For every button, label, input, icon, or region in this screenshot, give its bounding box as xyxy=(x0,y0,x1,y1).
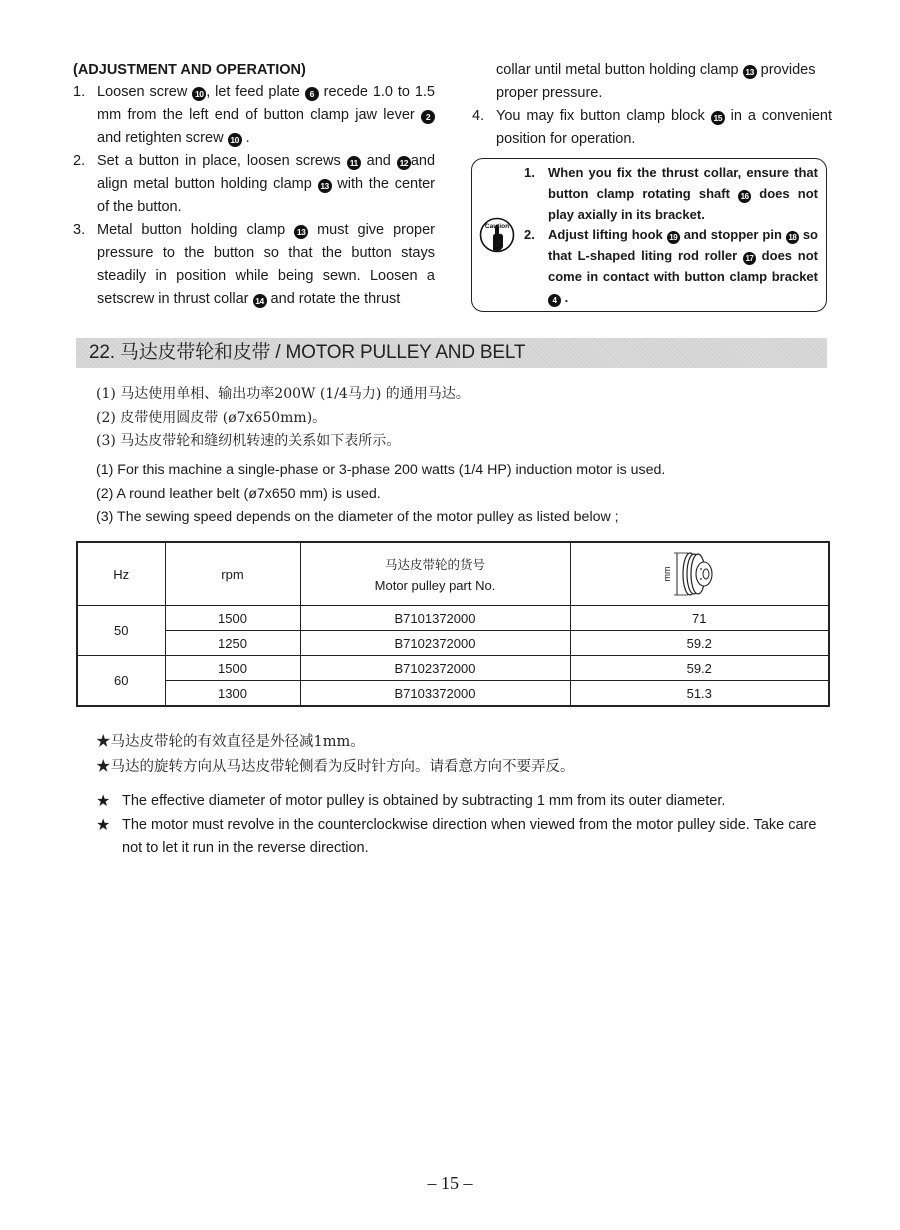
section-header-bar xyxy=(76,338,827,368)
header-diameter xyxy=(570,542,829,606)
step-number: 1. xyxy=(73,84,86,100)
section-title: 22. 马达皮带轮和皮带 / MOTOR PULLEY AND BELT xyxy=(89,342,526,363)
en-spec-line: (3) The sewing speed depends on the diameter of the motor pulley as listed below ; xyxy=(96,509,619,525)
pulley-diameter-icon xyxy=(664,549,734,599)
chinese-spec-list xyxy=(96,383,470,454)
part-number-badge: 13 xyxy=(294,225,308,239)
header-part-no-cn: 马达皮带轮的货号 xyxy=(384,557,485,572)
step-text: recede 1.0 to 1.5 mm from the left end of button clamp jaw lever xyxy=(97,84,435,123)
part-number-badge: 10 xyxy=(192,87,206,101)
caution-text: When you fix the thrust collar, ensure that button clamp rotating shaft xyxy=(548,165,818,201)
step-text: collar until metal button holding clamp xyxy=(496,62,743,78)
step-text: Set a button in place, loosen screws xyxy=(97,153,347,169)
step-text: must give proper pressure to the button so that the button stays steadily in position while being sewn. Loosen a setscrew in thrust collar xyxy=(97,222,435,307)
en-note xyxy=(96,790,836,814)
cn-spec-line: (2) 皮带使用圆皮带 (ø7x650mm)。 xyxy=(96,409,327,426)
cn-note: ★马达的旋转方向从马达皮带轮侧看为反时针方向。请看意方向不要弄反。 xyxy=(96,758,575,775)
table-row xyxy=(77,681,829,707)
caution-text: does not play axially in its bracket. xyxy=(548,185,818,222)
part-number-badge: 11 xyxy=(347,156,361,170)
adjustment-step xyxy=(472,105,832,151)
adjustment-step xyxy=(73,219,435,311)
table-header-row xyxy=(77,542,829,606)
step-text: in a convenient position for operation. xyxy=(496,108,832,147)
chinese-notes xyxy=(96,730,575,779)
cn-note: ★马达皮带轮的有效直径是外径减1mm。 xyxy=(96,734,365,750)
caution-text: does not come in contact with button clamp bracket xyxy=(548,248,818,284)
header-hz: Hz xyxy=(77,542,165,606)
caution-text: Adjust lifting hook xyxy=(548,227,667,243)
step-text: and retighten screw xyxy=(97,130,228,146)
step-text: and xyxy=(360,153,397,169)
cn-spec-line: (1) 马达使用单相、输出功率200W (1/4马力) 的通用马达。 xyxy=(96,386,470,402)
cell-part-no: B7101372000 xyxy=(300,606,570,631)
adjustment-right-column xyxy=(472,59,832,151)
cell-diameter: 59.2 xyxy=(570,631,829,656)
cn-spec-line: (3) 马达皮带轮和缝纫机转速的关系如下表所示。 xyxy=(96,433,401,449)
star-icon: ★ xyxy=(96,793,111,810)
caution-text: so that L-shaped liting rod roller xyxy=(548,227,818,264)
caution-item xyxy=(524,163,818,225)
table-row xyxy=(77,631,829,656)
header-part-no-en: Motor pulley part No. xyxy=(374,578,496,593)
part-number-badge: 16 xyxy=(738,190,751,203)
caution-hand-icon xyxy=(479,217,515,253)
part-number-badge: 18 xyxy=(786,231,799,244)
adjustment-steps xyxy=(73,81,435,311)
en-note xyxy=(96,814,836,861)
english-notes xyxy=(96,790,836,861)
motor-pulley-table xyxy=(76,541,830,707)
caution-box xyxy=(471,158,827,312)
cell-rpm: 1500 xyxy=(165,606,300,631)
adjustment-left-column xyxy=(73,59,435,311)
part-number-badge: 15 xyxy=(711,111,725,125)
part-number-badge: 4 xyxy=(548,294,561,307)
step-text: . xyxy=(241,130,250,146)
step-text: , let feed plate xyxy=(206,84,305,100)
caution-number: 1. xyxy=(524,165,535,180)
cell-hz: 60 xyxy=(77,656,165,707)
caution-list xyxy=(524,163,818,309)
cell-diameter: 71 xyxy=(570,606,829,631)
en-spec-line: (1) For this machine a single-phase or 3-phase 200 watts (1/4 HP) induction motor is used. xyxy=(96,462,666,478)
caution-text: . xyxy=(561,289,569,305)
part-number-badge: 6 xyxy=(305,87,319,101)
step-text: Metal button holding clamp xyxy=(97,222,295,238)
cell-rpm: 1500 xyxy=(165,656,300,681)
en-spec-line: (2) A round leather belt (ø7x650 mm) is used. xyxy=(96,485,381,502)
diameter-unit-label: mm xyxy=(662,566,673,582)
part-number-badge: 12 xyxy=(397,156,411,170)
cell-diameter: 51.3 xyxy=(570,681,829,707)
step-text: with the center of the button. xyxy=(97,176,436,215)
part-number-badge: 19 xyxy=(667,231,680,244)
cell-part-no: B7102372000 xyxy=(300,631,570,656)
step-text: You may fix button clamp block xyxy=(496,108,711,124)
cell-rpm: 1250 xyxy=(165,631,300,656)
part-number-badge: 2 xyxy=(421,110,435,124)
part-number-badge: 10 xyxy=(228,133,242,147)
step-text: Loosen screw xyxy=(97,84,193,100)
adjustment-step xyxy=(73,150,435,219)
step-text: and align metal button holding clamp xyxy=(97,153,436,192)
star-icon: ★ xyxy=(96,816,111,834)
adjustment-step xyxy=(73,81,435,150)
table-row xyxy=(77,606,829,631)
caution-icon-label: Caution xyxy=(484,223,510,230)
part-number-badge: 13 xyxy=(743,65,757,79)
header-part-no xyxy=(300,542,570,606)
step-number: 2. xyxy=(73,153,86,169)
caution-item xyxy=(524,225,818,308)
caution-text: and stopper pin xyxy=(679,227,786,243)
cell-diameter: 59.2 xyxy=(570,656,829,681)
part-number-badge: 13 xyxy=(318,179,332,193)
cell-hz: 50 xyxy=(77,606,165,656)
en-note-text: The effective diameter of motor pulley is obtained by subtracting 1 mm from its outer diameter. xyxy=(122,793,726,809)
cell-part-no: B7103372000 xyxy=(300,681,570,707)
english-spec-list xyxy=(96,459,665,530)
en-note-text: The motor must revolve in the counterclockwise direction when viewed from the motor pulley side. Take care not to let it run in the reverse direction. xyxy=(122,816,817,856)
caution-number: 2. xyxy=(524,227,535,243)
step-number: 3. xyxy=(73,222,86,238)
part-number-badge: 14 xyxy=(253,294,267,308)
cell-rpm: 1300 xyxy=(165,681,300,707)
step-text: and rotate the thrust xyxy=(266,291,401,307)
step-number: 4. xyxy=(472,108,485,124)
header-rpm: rpm xyxy=(165,542,300,606)
step-continuation xyxy=(472,59,832,105)
cell-part-no: B7102372000 xyxy=(300,656,570,681)
table-row xyxy=(77,656,829,681)
page-number: – 15 – xyxy=(427,1173,473,1193)
part-number-badge: 17 xyxy=(743,252,756,265)
adjustment-steps-continued xyxy=(472,105,832,151)
step-text: provides proper pressure. xyxy=(496,62,816,101)
adjustment-heading: (ADJUSTMENT AND OPERATION) xyxy=(73,62,306,78)
